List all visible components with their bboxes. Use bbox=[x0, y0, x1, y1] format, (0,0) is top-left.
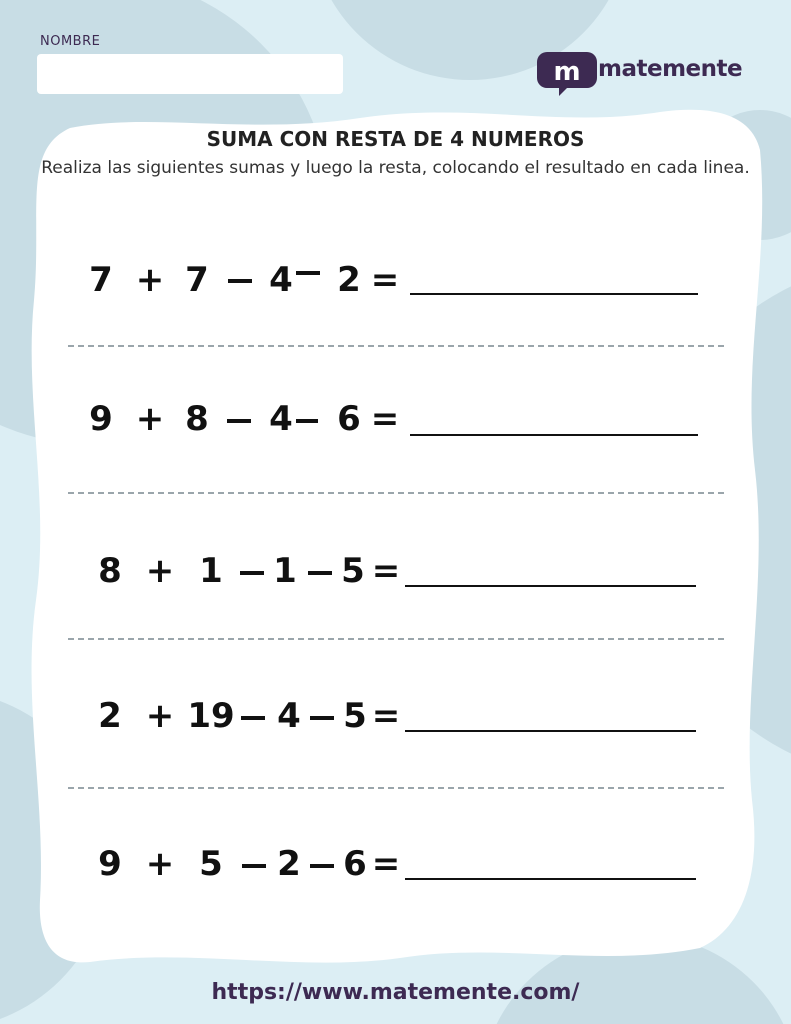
minus-sign bbox=[310, 716, 334, 720]
plus-sign: + bbox=[145, 696, 175, 736]
operand: 7 bbox=[89, 260, 113, 300]
answer-line[interactable] bbox=[410, 434, 698, 436]
operand: 1 bbox=[199, 551, 223, 591]
operand: 8 bbox=[185, 399, 209, 439]
speech-bubble-icon bbox=[537, 48, 597, 96]
logo-letter: m bbox=[553, 57, 581, 87]
row-divider bbox=[68, 492, 724, 494]
operand: 19 bbox=[187, 696, 235, 736]
answer-line[interactable] bbox=[410, 293, 698, 295]
brand-name: matemente bbox=[598, 56, 743, 82]
footer-url-link[interactable]: https://www.matemente.com/ bbox=[211, 980, 580, 1005]
equals-sign: = bbox=[371, 551, 401, 591]
problem-row-3 bbox=[0, 549, 791, 609]
name-input[interactable] bbox=[37, 54, 343, 94]
operand: 2 bbox=[98, 696, 122, 736]
problem-row-5 bbox=[0, 842, 791, 902]
name-label: NOMBRE bbox=[40, 34, 101, 49]
minus-sign bbox=[228, 279, 252, 283]
plus-sign: + bbox=[145, 551, 175, 591]
operand: 2 bbox=[277, 844, 301, 884]
row-divider bbox=[68, 638, 724, 640]
answer-line[interactable] bbox=[405, 585, 696, 587]
problem-row-2 bbox=[0, 397, 791, 457]
answer-line[interactable] bbox=[405, 730, 696, 732]
equals-sign: = bbox=[371, 696, 401, 736]
minus-sign bbox=[241, 716, 265, 720]
operand: 9 bbox=[89, 399, 113, 439]
minus-sign bbox=[310, 864, 334, 868]
operand: 9 bbox=[98, 844, 122, 884]
operand: 5 bbox=[341, 551, 365, 591]
operand: 1 bbox=[273, 551, 297, 591]
minus-sign bbox=[296, 271, 320, 275]
equals-sign: = bbox=[371, 844, 401, 884]
minus-sign bbox=[308, 571, 332, 575]
operand: 6 bbox=[337, 399, 361, 439]
operand: 8 bbox=[98, 551, 122, 591]
minus-sign bbox=[242, 864, 266, 868]
plus-sign: + bbox=[135, 399, 165, 439]
problem-row-1 bbox=[0, 258, 791, 318]
worksheet-paper bbox=[32, 110, 763, 963]
worksheet-title: SUMA CON RESTA DE 4 NUMEROS bbox=[206, 127, 585, 151]
plus-sign: + bbox=[145, 844, 175, 884]
minus-sign bbox=[240, 571, 264, 575]
row-divider bbox=[68, 345, 724, 347]
operand: 5 bbox=[199, 844, 223, 884]
equals-sign: = bbox=[370, 399, 400, 439]
equals-sign: = bbox=[370, 260, 400, 300]
operand: 6 bbox=[343, 844, 367, 884]
minus-sign bbox=[227, 419, 251, 423]
problem-row-4 bbox=[0, 694, 791, 754]
brand-logo bbox=[537, 48, 747, 96]
row-divider bbox=[68, 787, 724, 789]
operand: 7 bbox=[185, 260, 209, 300]
operand: 2 bbox=[337, 260, 361, 300]
answer-line[interactable] bbox=[405, 878, 696, 880]
worksheet-instructions: Realiza las siguientes sumas y luego la resta, colocando el resultado en cada linea. bbox=[41, 158, 750, 178]
minus-sign bbox=[296, 419, 318, 423]
operand: 5 bbox=[343, 696, 367, 736]
operand: 4 bbox=[277, 696, 301, 736]
plus-sign: + bbox=[135, 260, 165, 300]
operand: 4 bbox=[269, 260, 293, 300]
operand: 4 bbox=[269, 399, 293, 439]
